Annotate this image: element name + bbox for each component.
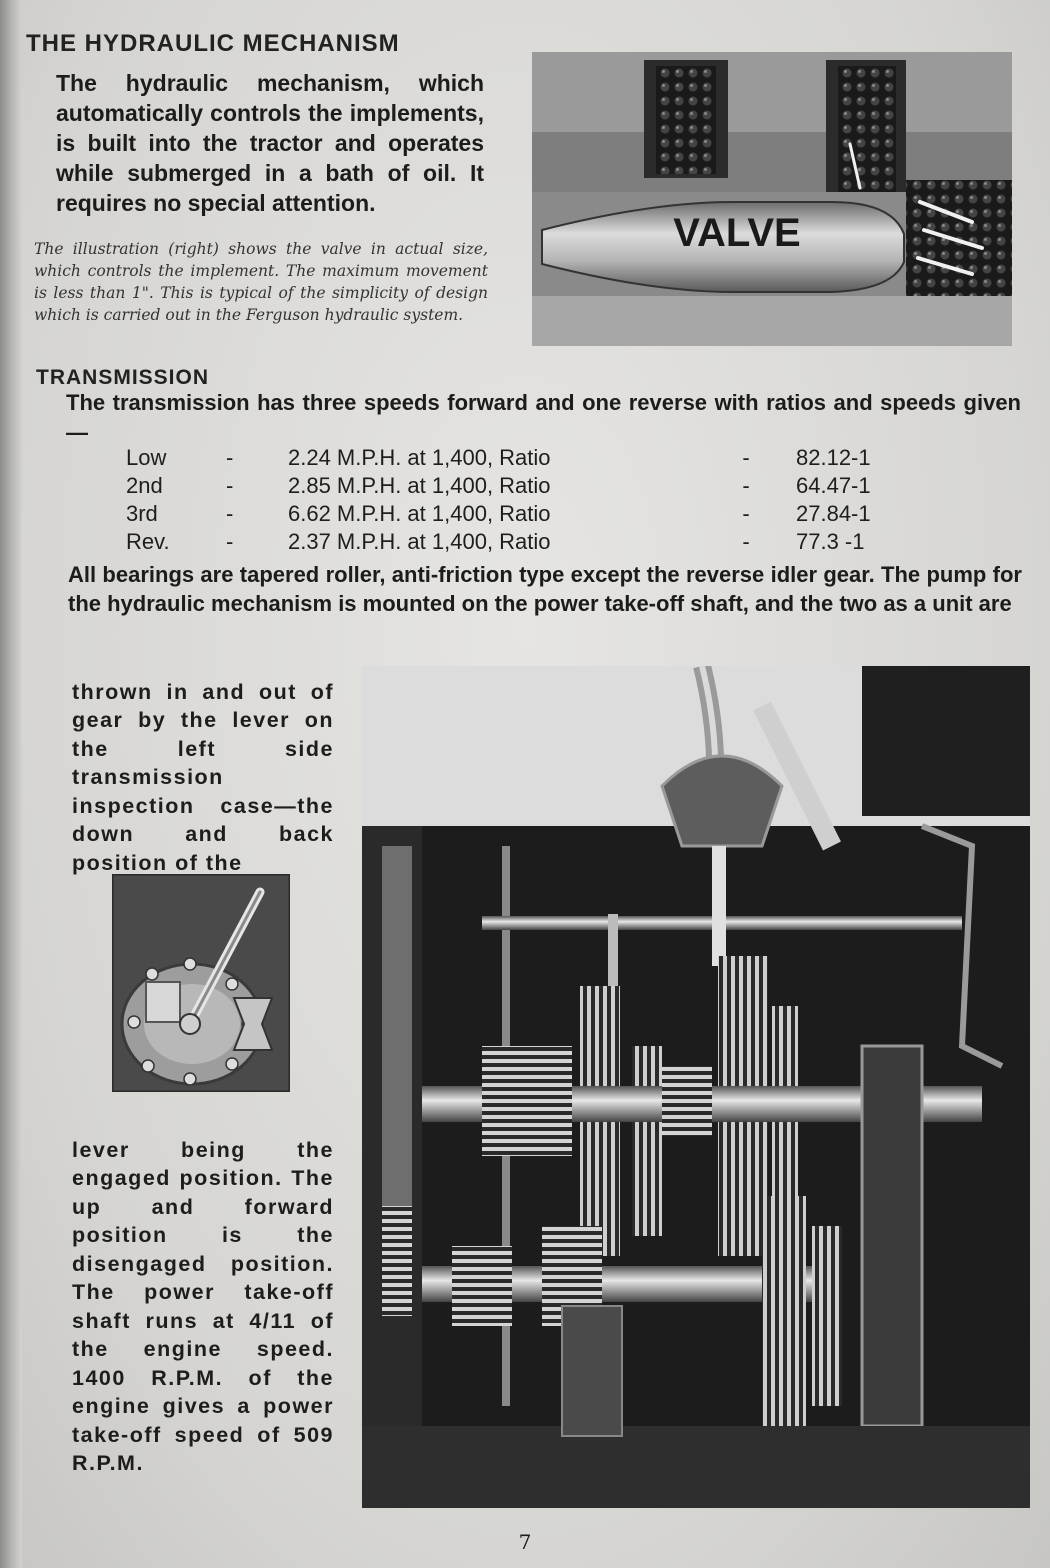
valve-illustration [532, 52, 1012, 346]
gear-name: 2nd [126, 473, 163, 498]
section-heading-transmission: TRANSMISSION [36, 366, 210, 389]
page-number: 7 [518, 1530, 532, 1554]
side-text-upper: thrown in and out of gear by the lever on the left side transmission inspection case—the down and back position of the [72, 679, 334, 875]
table-row [126, 472, 946, 500]
gear-name: Low [126, 445, 167, 470]
dash: - [226, 445, 234, 470]
dash: - [226, 473, 234, 498]
table-row [126, 444, 946, 472]
hydraulic-intro-paragraph: The hydraulic mechanism, which automatically controls the implements, is built into the tractor and operates while submerged in a bath of oil. It requires no special attention. [56, 70, 484, 216]
lever-photo [112, 874, 290, 1092]
gear-ratio: 64.47-1 [796, 473, 871, 498]
dash: - [226, 529, 234, 554]
dash: - [742, 529, 750, 554]
dash: - [742, 473, 750, 498]
table-row [126, 500, 946, 528]
gear-ratio: 82.12-1 [796, 445, 871, 470]
valve-caption: The illustration (right) shows the valve in actual size, which controls the implement. The maximum movement is less than 1". This is typical of the simplicity of design which is carried out in the Ferguson hydraulic system. [34, 240, 488, 324]
dash: - [226, 501, 234, 526]
valve-label: VALVE [673, 211, 801, 255]
side-text-lower: lever being the engaged position. The up and forward position is the disengaged position. The power take-off shaft runs at 4/11 of the engine speed. 1400 R.P.M. of the engine gives a power take-off speed of 509 R.P.M. [72, 1137, 334, 1475]
dash: - [742, 501, 750, 526]
dash: - [742, 445, 750, 470]
gear-speed: 2.85 M.P.H. at 1,400, Ratio [288, 473, 551, 498]
gear-speed: 6.62 M.P.H. at 1,400, Ratio [288, 501, 551, 526]
bearings-paragraph: All bearings are tapered roller, anti-friction type except the reverse idler gear. The pump for the hydraulic mechanism is mounted on the power take-off shaft, and the two as a unit are [68, 562, 1022, 616]
gear-name: 3rd [126, 501, 158, 526]
gear-ratio: 27.84-1 [796, 501, 871, 526]
gear-speed: 2.24 M.P.H. at 1,400, Ratio [288, 445, 551, 470]
transmission-cutaway-photo [362, 666, 1030, 1508]
section-heading-hydraulic: THE HYDRAULIC MECHANISM [26, 30, 400, 57]
gear-ratio: 77.3 -1 [796, 529, 865, 554]
gear-speed: 2.37 M.P.H. at 1,400, Ratio [288, 529, 551, 554]
table-row [126, 528, 946, 556]
book-spine-shadow [0, 0, 22, 1568]
transmission-intro-paragraph: The transmission has three speeds forward and one reverse with ratios and speeds given— [66, 390, 1021, 445]
gear-name: Rev. [126, 529, 170, 554]
gear-ratio-table [126, 444, 946, 556]
